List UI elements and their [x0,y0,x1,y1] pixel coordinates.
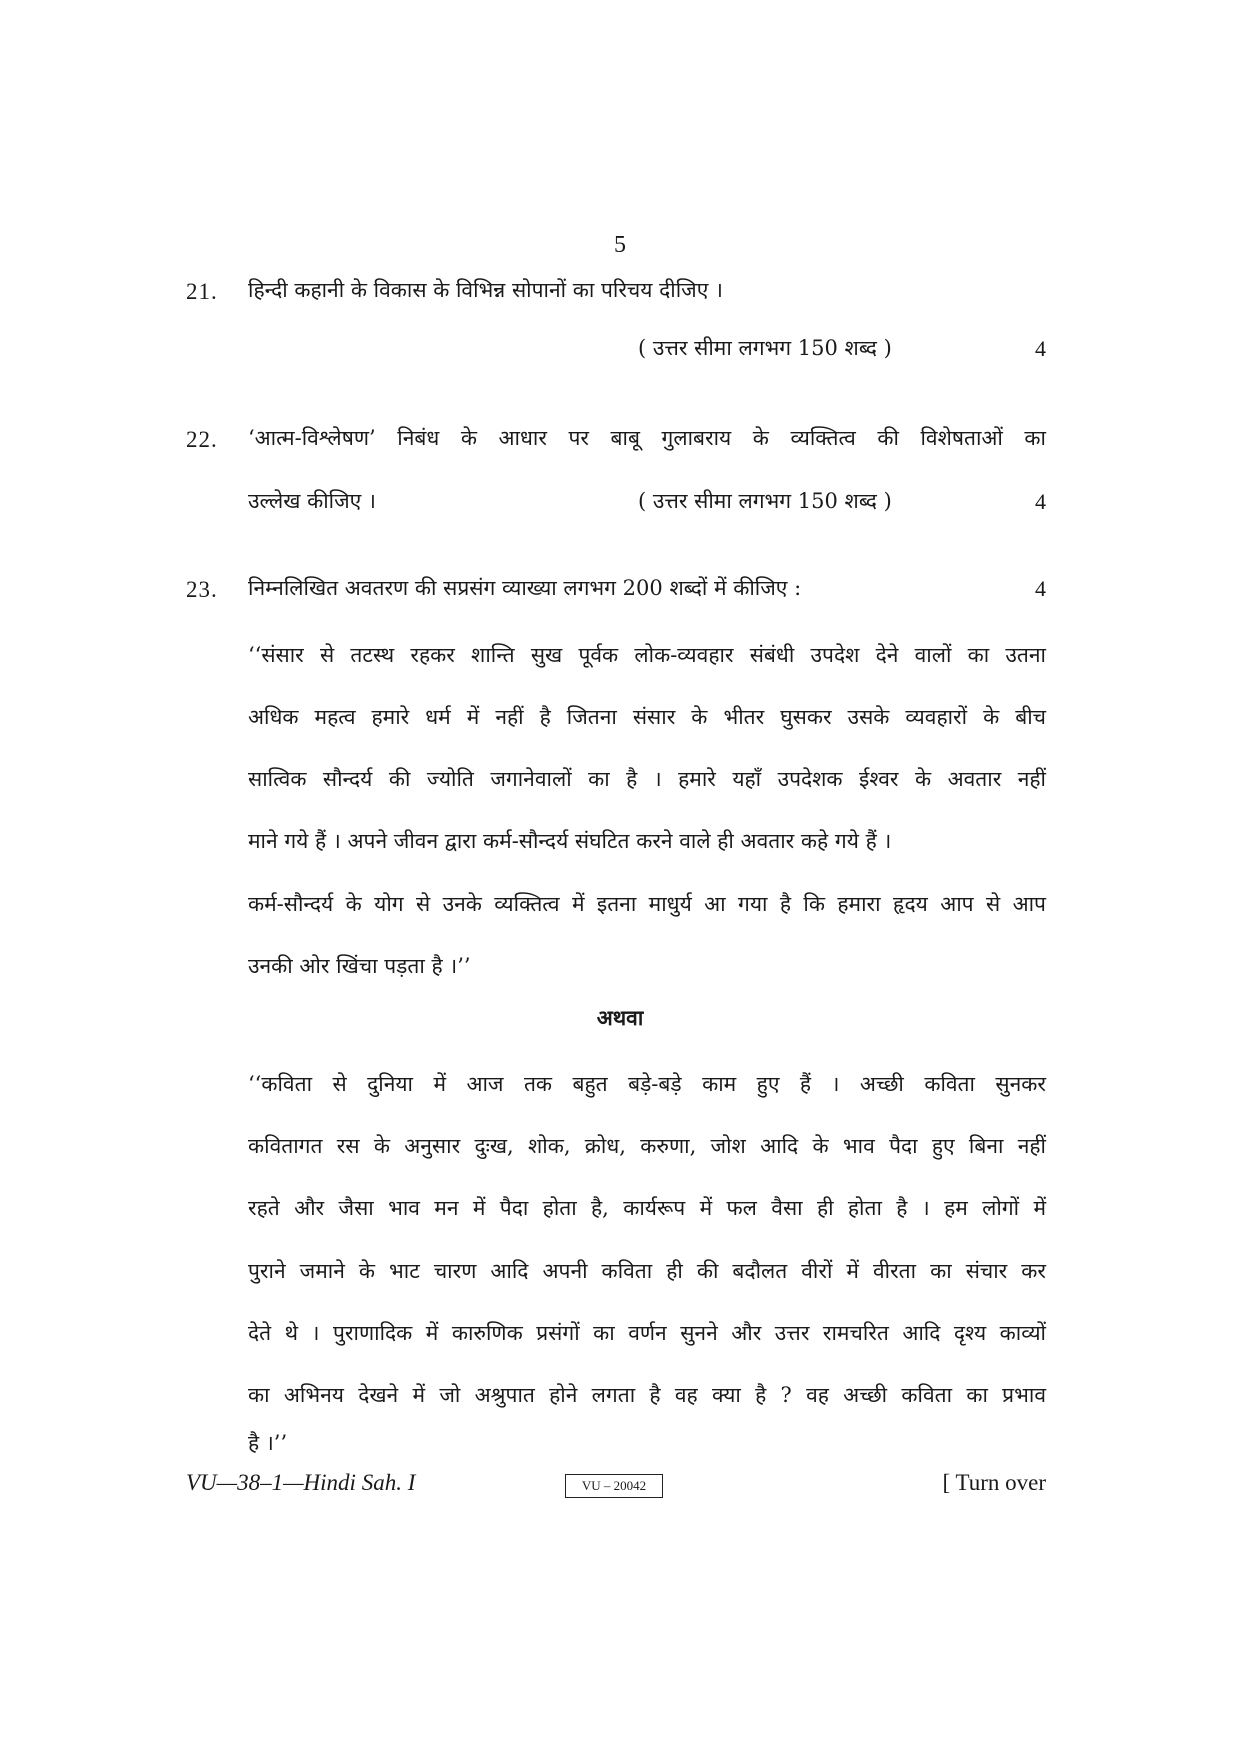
passage-2-line: कवितागत रस के अनुसार दुःख, शोक, क्रोध, करुणा, जोश आदि के भाव पैदा हुए बिना नहीं [248,1134,1046,1158]
passage-2-line: पुराने जमाने के भाट चारण आदि अपनी कविता ही की बदौलत वीरों में वीरता का संचार कर [248,1259,1046,1283]
question-21-text: हिन्दी कहानी के विकास के विभिन्न सोपानों का परिचय दीजिए । [248,278,723,302]
passage-2-line: है ।’’ [248,1431,288,1455]
passage-1-line: कर्म-सौन्दर्य के योग से उनके व्यक्तित्व में इतना माधुर्य आ गया है कि हमारा हृदय आप से आप [248,892,1046,916]
turn-over-label: [ Turn over [942,1470,1046,1495]
passage-1-line: अधिक महत्व हमारे धर्म में नहीं है जितना संसार के भीतर घुसकर उसके व्यवहारों के बीच [248,705,1046,729]
question-23-number: 23. [186,577,218,602]
question-22-line-1: ‘आत्म-विश्लेषण’ निबंध के आधार पर बाबू गुलाबराय के व्यक्तित्व की विशेषताओं का [248,426,1046,450]
passage-1-line: ‘‘संसार से तटस्थ रहकर शान्ति सुख पूर्वक लोक-व्यवहार संबंधी उपदेश देने वालों का उतना [248,643,1046,667]
page-number: 5 [614,232,626,258]
passage-2-line: देते थे । पुराणादिक में कारुणिक प्रसंगों का वर्णन सुनने और उत्तर रामचरित आदि दृश्य काव्यों [248,1321,1046,1345]
passage-1-line: उनकी ओर खिंचा पड़ता है ।’’ [248,954,471,978]
question-21-marks: 4 [1035,336,1046,361]
or-separator: अथवा [596,1005,644,1030]
question-21-word-limit: ( उत्तर सीमा लगभग 150 शब्द ) [638,336,892,360]
passage-2-line: ‘‘कविता से दुनिया में आज तक बहुत बड़े-बड़े काम हुए हैं । अच्छी कविता सुनकर [248,1072,1046,1096]
question-22-word-limit: ( उत्तर सीमा लगभग 150 शब्द ) [638,489,892,513]
passage-1-line: माने गये हैं । अपने जीवन द्वारा कर्म-सौन्दर्य संघटित करने वाले ही अवतार कहे गये हैं । [248,829,892,853]
passage-1-line: सात्विक सौन्दर्य की ज्योति जगानेवालों का है । हमारे यहाँ उपदेशक ईश्वर के अवतार नहीं [248,767,1046,791]
footer-code-box: VU – 20042 [565,1474,663,1498]
footer-paper-code: VU—38–1—Hindi Sah. I [186,1470,416,1495]
question-22-number: 22. [186,427,218,452]
passage-2-line: का अभिनय देखने में जो अश्रुपात होने लगता है वह क्या है ? वह अच्छी कविता का प्रभाव [248,1383,1046,1407]
question-22-line-2: उल्लेख कीजिए । [248,489,376,513]
question-22-marks: 4 [1035,489,1046,514]
question-23-prompt: निम्नलिखित अवतरण की सप्रसंग व्याख्या लगभग 200 शब्दों में कीजिए : [248,576,802,600]
question-21-number: 21. [186,279,218,304]
question-23-marks: 4 [1035,576,1046,601]
passage-2-line: रहते और जैसा भाव मन में पैदा होता है, कार्यरूप में फल वैसा ही होता है । हम लोगों में [248,1196,1046,1220]
